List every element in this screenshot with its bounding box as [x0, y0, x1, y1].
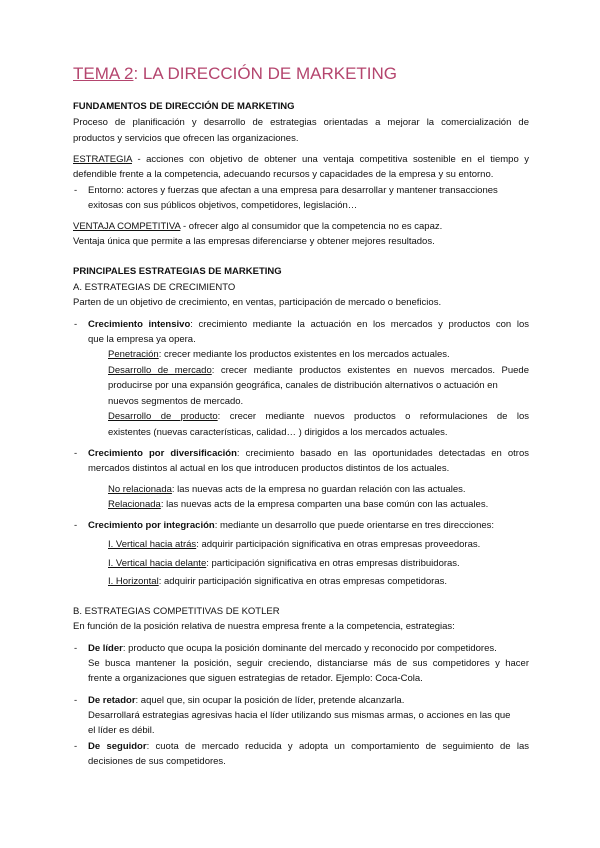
crecimiento-intro: Parten de un objetivo de crecimiento, en ventas, participación de mercado o beneficios.: [73, 297, 442, 308]
ventaja-line2: Ventaja única que permite a las empresas diferenciarse y obtener mejores resultados.: [73, 236, 435, 247]
retador-line2: Desarrollará estrategias agresivas hacia el líder utilizando sus mismas armas, o acciones en las que: [88, 710, 511, 721]
relacionada-term: Relacionada: [108, 499, 161, 510]
cd-line1: Crecimiento por diversificación: crecimiento basado en las oportunidades detectadas en otros: [88, 448, 530, 459]
kotler-heading: B. ESTRATEGIAS COMPETITIVAS DE KOTLER: [73, 606, 280, 617]
relacionada-line: Relacionada: las nuevas acts de la empresa comparten una base común con las actuales.: [108, 499, 489, 510]
lider-term: De líder: [88, 643, 123, 654]
dm-line1: Desarrollo de mercado: crecer mediante productos existentes en nuevos mercados. Puede: [108, 365, 529, 376]
penetracion-term: Penetración: [108, 349, 159, 360]
retador-term: De retador: [88, 695, 136, 706]
bullet-dash: -: [74, 695, 78, 706]
retador-line1: De retador: aquel que, sin ocupar la posición de líder, pretende alcanzarla.: [88, 695, 405, 706]
iva-line: I. Vertical hacia atrás: adquirir participación significativa en otras empresas proveedoras.: [108, 539, 481, 550]
fundamentos-def-line2: productos y servicios que ofrecen las organizaciones.: [73, 133, 299, 144]
kotler-intro: En función de la posición relativa de nuestra empresa frente a la competencia, estrategias:: [73, 621, 455, 632]
ih-line: I. Horizontal: adquirir participación significativa en otras empresas competidoras.: [108, 576, 447, 587]
seguidor-line1: De seguidor: cuota de mercado reducida y adopta un comportamiento de seguimiento de las: [88, 741, 529, 752]
cd-line2: mercados distintos al actual en los que introducen productos distintos de los actuales.: [88, 463, 450, 474]
retador-line3: el líder es débil.: [88, 725, 155, 736]
ivd-line: I. Vertical hacia delante: participación significativa en otras empresas distribuidoras.: [108, 558, 460, 569]
bullet-dash: -: [74, 643, 78, 654]
fundamentos-heading: FUNDAMENTOS DE DIRECCIÓN DE MARKETING: [73, 101, 295, 112]
bullet-dash: -: [74, 520, 78, 531]
cd-term: Crecimiento por diversificación: [88, 448, 237, 459]
entorno-line2: exitosas con sus públicos objetivos, competidores, legislación…: [88, 200, 358, 211]
no-relacionada-term: No relacionada: [108, 484, 172, 495]
no-relacionada-line: No relacionada: las nuevas acts de la empresa no guardan relación con las actuales.: [108, 484, 466, 495]
title-tema: TEMA 2: [73, 64, 134, 83]
ci-line2: que la empresa ya opera.: [88, 334, 196, 345]
page-title: [73, 64, 397, 84]
lider-line3: frente a organizaciones que siguen estrategias de retador. Ejemplo: Coca-Cola.: [88, 673, 423, 684]
crecimiento-heading: A. ESTRATEGIAS DE CRECIMIENTO: [73, 282, 236, 293]
dm-term: Desarrollo de mercado: [108, 365, 212, 376]
principales-heading: PRINCIPALES ESTRATEGIAS DE MARKETING: [73, 266, 282, 277]
ih-term: I. Horizontal: [108, 576, 159, 587]
estrategia-line2: defendible frente a la competencia, adecuando recursos y capacidades de la empresa y su entorno.: [73, 169, 494, 180]
dm-line3: nuevos segmentos de mercado.: [108, 396, 244, 407]
cin-line: Crecimiento por integración: mediante un desarrollo que puede orientarse en tres direcciones:: [88, 520, 495, 531]
bullet-dash: -: [74, 741, 78, 752]
title-rest: : LA DIRECCIÓN DE MARKETING: [133, 64, 398, 83]
ventaja-term: VENTAJA COMPETITIVA: [73, 221, 181, 232]
ivd-term: I. Vertical hacia delante: [108, 558, 207, 569]
estrategia-line1: ESTRATEGIA - acciones con objetivo de obtener una ventaja competitiva sostenible en el tiempo y: [73, 154, 529, 165]
bullet-dash: -: [74, 185, 78, 196]
ci-term: Crecimiento intensivo: [88, 319, 191, 330]
dm-line2: producirse por una expansión geográfica, canales de distribución alternativos o actuación en: [108, 380, 498, 391]
dp-line2: existentes (nuevas características, calidad… ) dirigidos a los mercados actuales.: [108, 427, 448, 438]
seguidor-term: De seguidor: [88, 741, 147, 752]
iva-term: I. Vertical hacia atrás: [108, 539, 197, 550]
cin-term: Crecimiento por integración: [88, 520, 215, 531]
estrategia-term: ESTRATEGIA: [73, 154, 132, 165]
fundamentos-def-line1: Proceso de planificación y desarrollo de estrategias orientadas a mejorar la comercialización de: [73, 117, 529, 128]
lider-line1: De líder: producto que ocupa la posición dominante del mercado y reconocido por competidores.: [88, 643, 497, 654]
dp-line1: Desarrollo de producto: crecer mediante nuevos productos o reformulaciones de los: [108, 411, 529, 422]
ci-line1: Crecimiento intensivo: crecimiento mediante la actuación en los mercados y productos con los: [88, 319, 529, 330]
lider-line2: Se busca mantener la posición, seguir creciendo, distanciarse más de sus competidores y hacer: [88, 658, 529, 669]
dp-term: Desarrollo de producto: [108, 411, 218, 422]
entorno-line1: Entorno: actores y fuerzas que afectan a una empresa para desarrollar y mantener transacciones: [88, 185, 498, 196]
bullet-dash: -: [74, 448, 78, 459]
seguidor-line2: decisiones de sus competidores.: [88, 756, 226, 767]
bullet-dash: -: [74, 319, 78, 330]
ventaja-line1: VENTAJA COMPETITIVA - ofrecer algo al consumidor que la competencia no es capaz.: [73, 221, 443, 232]
penetracion-line: Penetración: crecer mediante los productos existentes en los mercados actuales.: [108, 349, 450, 360]
